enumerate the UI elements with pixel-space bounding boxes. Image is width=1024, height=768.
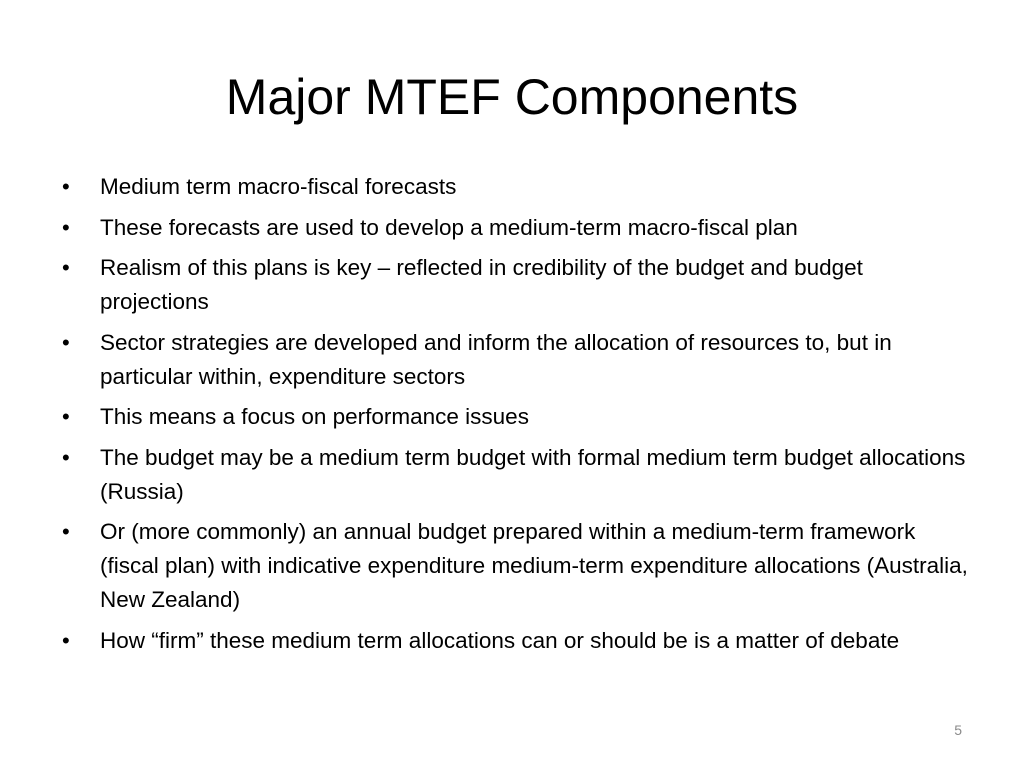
bullet-icon: •: [62, 329, 70, 355]
bullet-item: [62, 441, 972, 509]
bullet-icon: •: [62, 404, 70, 429]
bullet-item: [62, 251, 972, 319]
bullet-text: Sector strategies are developed and inform the allocation of resources to, but in particular within, expenditure sectors: [100, 329, 892, 389]
bullet-text: Or (more commonly) an annual budget prepared within a medium-term framework (fiscal plan) with indicative expenditure medium-term expenditure allocations (Australia, New Zealand): [100, 519, 968, 612]
bullet-text: This means a focus on performance issues: [100, 404, 529, 429]
bullet-item: [62, 400, 972, 434]
bullet-icon: •: [62, 444, 70, 470]
page-number: 5: [954, 722, 962, 738]
bullet-icon: •: [62, 174, 70, 199]
bullet-text: How “firm” these medium term allocations can or should be is a matter of debate: [100, 627, 900, 653]
bullet-item: [62, 624, 972, 658]
bullet-icon: •: [62, 519, 70, 544]
bullet-list: [62, 170, 972, 664]
bullet-text: Medium term macro-fiscal forecasts: [100, 174, 457, 199]
bullet-icon: •: [62, 627, 70, 653]
bullet-icon: •: [62, 214, 70, 240]
slide-title: Major MTEF Components: [225, 69, 799, 125]
bullet-icon: •: [62, 255, 70, 280]
bullet-item: [62, 211, 972, 245]
bullet-text: These forecasts are used to develop a medium-term macro-fiscal plan: [100, 214, 798, 240]
bullet-item: [62, 515, 972, 617]
bullet-text: Realism of this plans is key – reflected in credibility of the budget and budget projections: [100, 255, 863, 314]
bullet-text: The budget may be a medium term budget with formal medium term budget allocations (Russia): [100, 444, 966, 504]
bullet-item: [62, 326, 972, 394]
bullet-item: [62, 170, 972, 204]
